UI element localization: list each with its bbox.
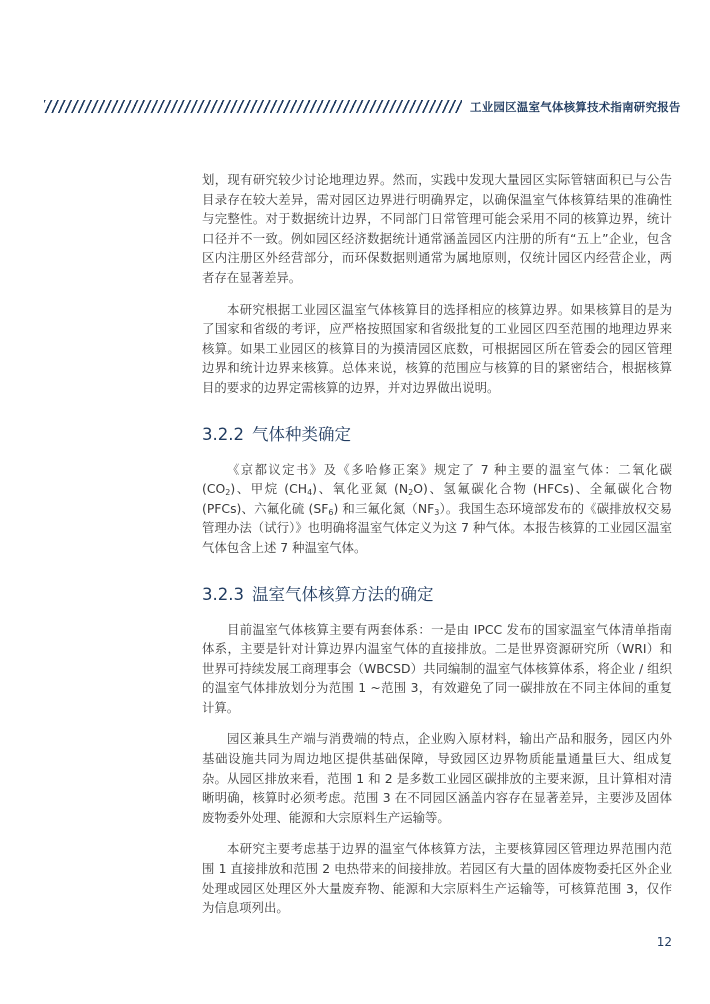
section-heading-3-2-3 [202,584,672,606]
running-header-title: 工业园区温室气体核算技术指南研究报告 [470,100,681,114]
section-number: 3.2.3 [202,584,244,604]
section-title: 气体种类确定 [251,424,351,444]
body-paragraph: 园区兼具生产端与消费端的特点，企业购入原材料，输出产品和服务，园区内外基础设施共同为周边地区提供基础保障，导致园区边界物质能量通量巨大、组成复杂。从园区排放来看，范围 1 和 2 是多数工业园区碳排放的主要来源，且计算相对清晰明确，核算时必须考虑。范围 3 在不同园区涵盖内容存在显著差异，主要涉及固体废物委外处理、能源和大宗原料生产运输等。 [202,731,672,825]
body-paragraph: 本研究根据工业园区温室气体核算目的选择相应的核算边界。如果核算目的是为了国家和省级的考评，应严格按照国家和省级批复的工业园区四至范围的地理边界来核算。如果工业园区的核算目的为摸清园区底数，可根据园区所在管委会的园区管理边界和统计边界来核算。总体来说，核算的范围应与核算的目的紧密结合，根据核算目的要求的边界定需核算的边界，并对边界做出说明。 [202,301,672,395]
body-paragraph: 目前温室气体核算主要有两套体系：一是由 IPCC 发布的国家温室气体清单指南体系，主要是针对计算边界内温室气体的直接排放。二是世界资源研究所（WRI）和世界可持续发展工商理事会（WBCSD）共同编制的温室气体核算体系，将企业 / 组织的温室气体排放划分为范围 1 ~范围 3，有效避免了同一碳排放在不同主体间的重复计算。 [202,621,672,715]
page-number: 12 [656,935,672,949]
body-paragraph: 划，现有研究较少讨论地理边界。然而，实践中发现大量园区实际管辖面积已与公告目录存在较大差异，需对园区边界进行明确界定，以确保温室气体核算结果的准确性与完整性。对于数据统计边界，不同部门日常管理可能会采用不同的核算边界，统计口径并不一致。例如园区经济数据统计通常涵盖园区内注册的所有“五上”企业，包含区内注册区外经营部分，而环保数据则通常为属地原则，仅统计园区内经营企业，两者存在显著差异。 [202,172,672,285]
section-heading-3-2-2 [202,424,672,446]
page-content [202,170,672,930]
gas-types-paragraph: 《京都议定书》及《多哈修正案》规定了 7 种主要的温室气体：二氧化碳 $(CO_2)$、甲烷 $(CH_4)$、氧化亚氮 $(N_2O)$、氢氟碳化合物 (HFCs)、全氟碳化合物 (PFCs)、六氟化硫 $(SF_6)$ 和三氟化氮$(NF_3)$。我国生态环境部发布的《碳排放权交易管理办法（试行）》也明确将温室气体定义为这 7 种气体。本报告核算的工业园区温室气体包含上述 7 种温室气体。 [202,461,672,555]
header-hatch-decoration [44,100,462,113]
section-number: 3.2.2 [202,424,244,444]
section-title: 温室气体核算方法的确定 [251,584,434,604]
body-paragraph: 本研究主要考虑基于边界的温室气体核算方法，主要核算园区管理边界范围内范围 1 直接排放和范围 2 电热带来的间接排放。若园区有大量的固体废物委托区外企业处理或园区处理区外大量废弃物、能源和大宗原料生产运输等，可核算范围 3，仅作为信息项列出。 [202,841,672,916]
